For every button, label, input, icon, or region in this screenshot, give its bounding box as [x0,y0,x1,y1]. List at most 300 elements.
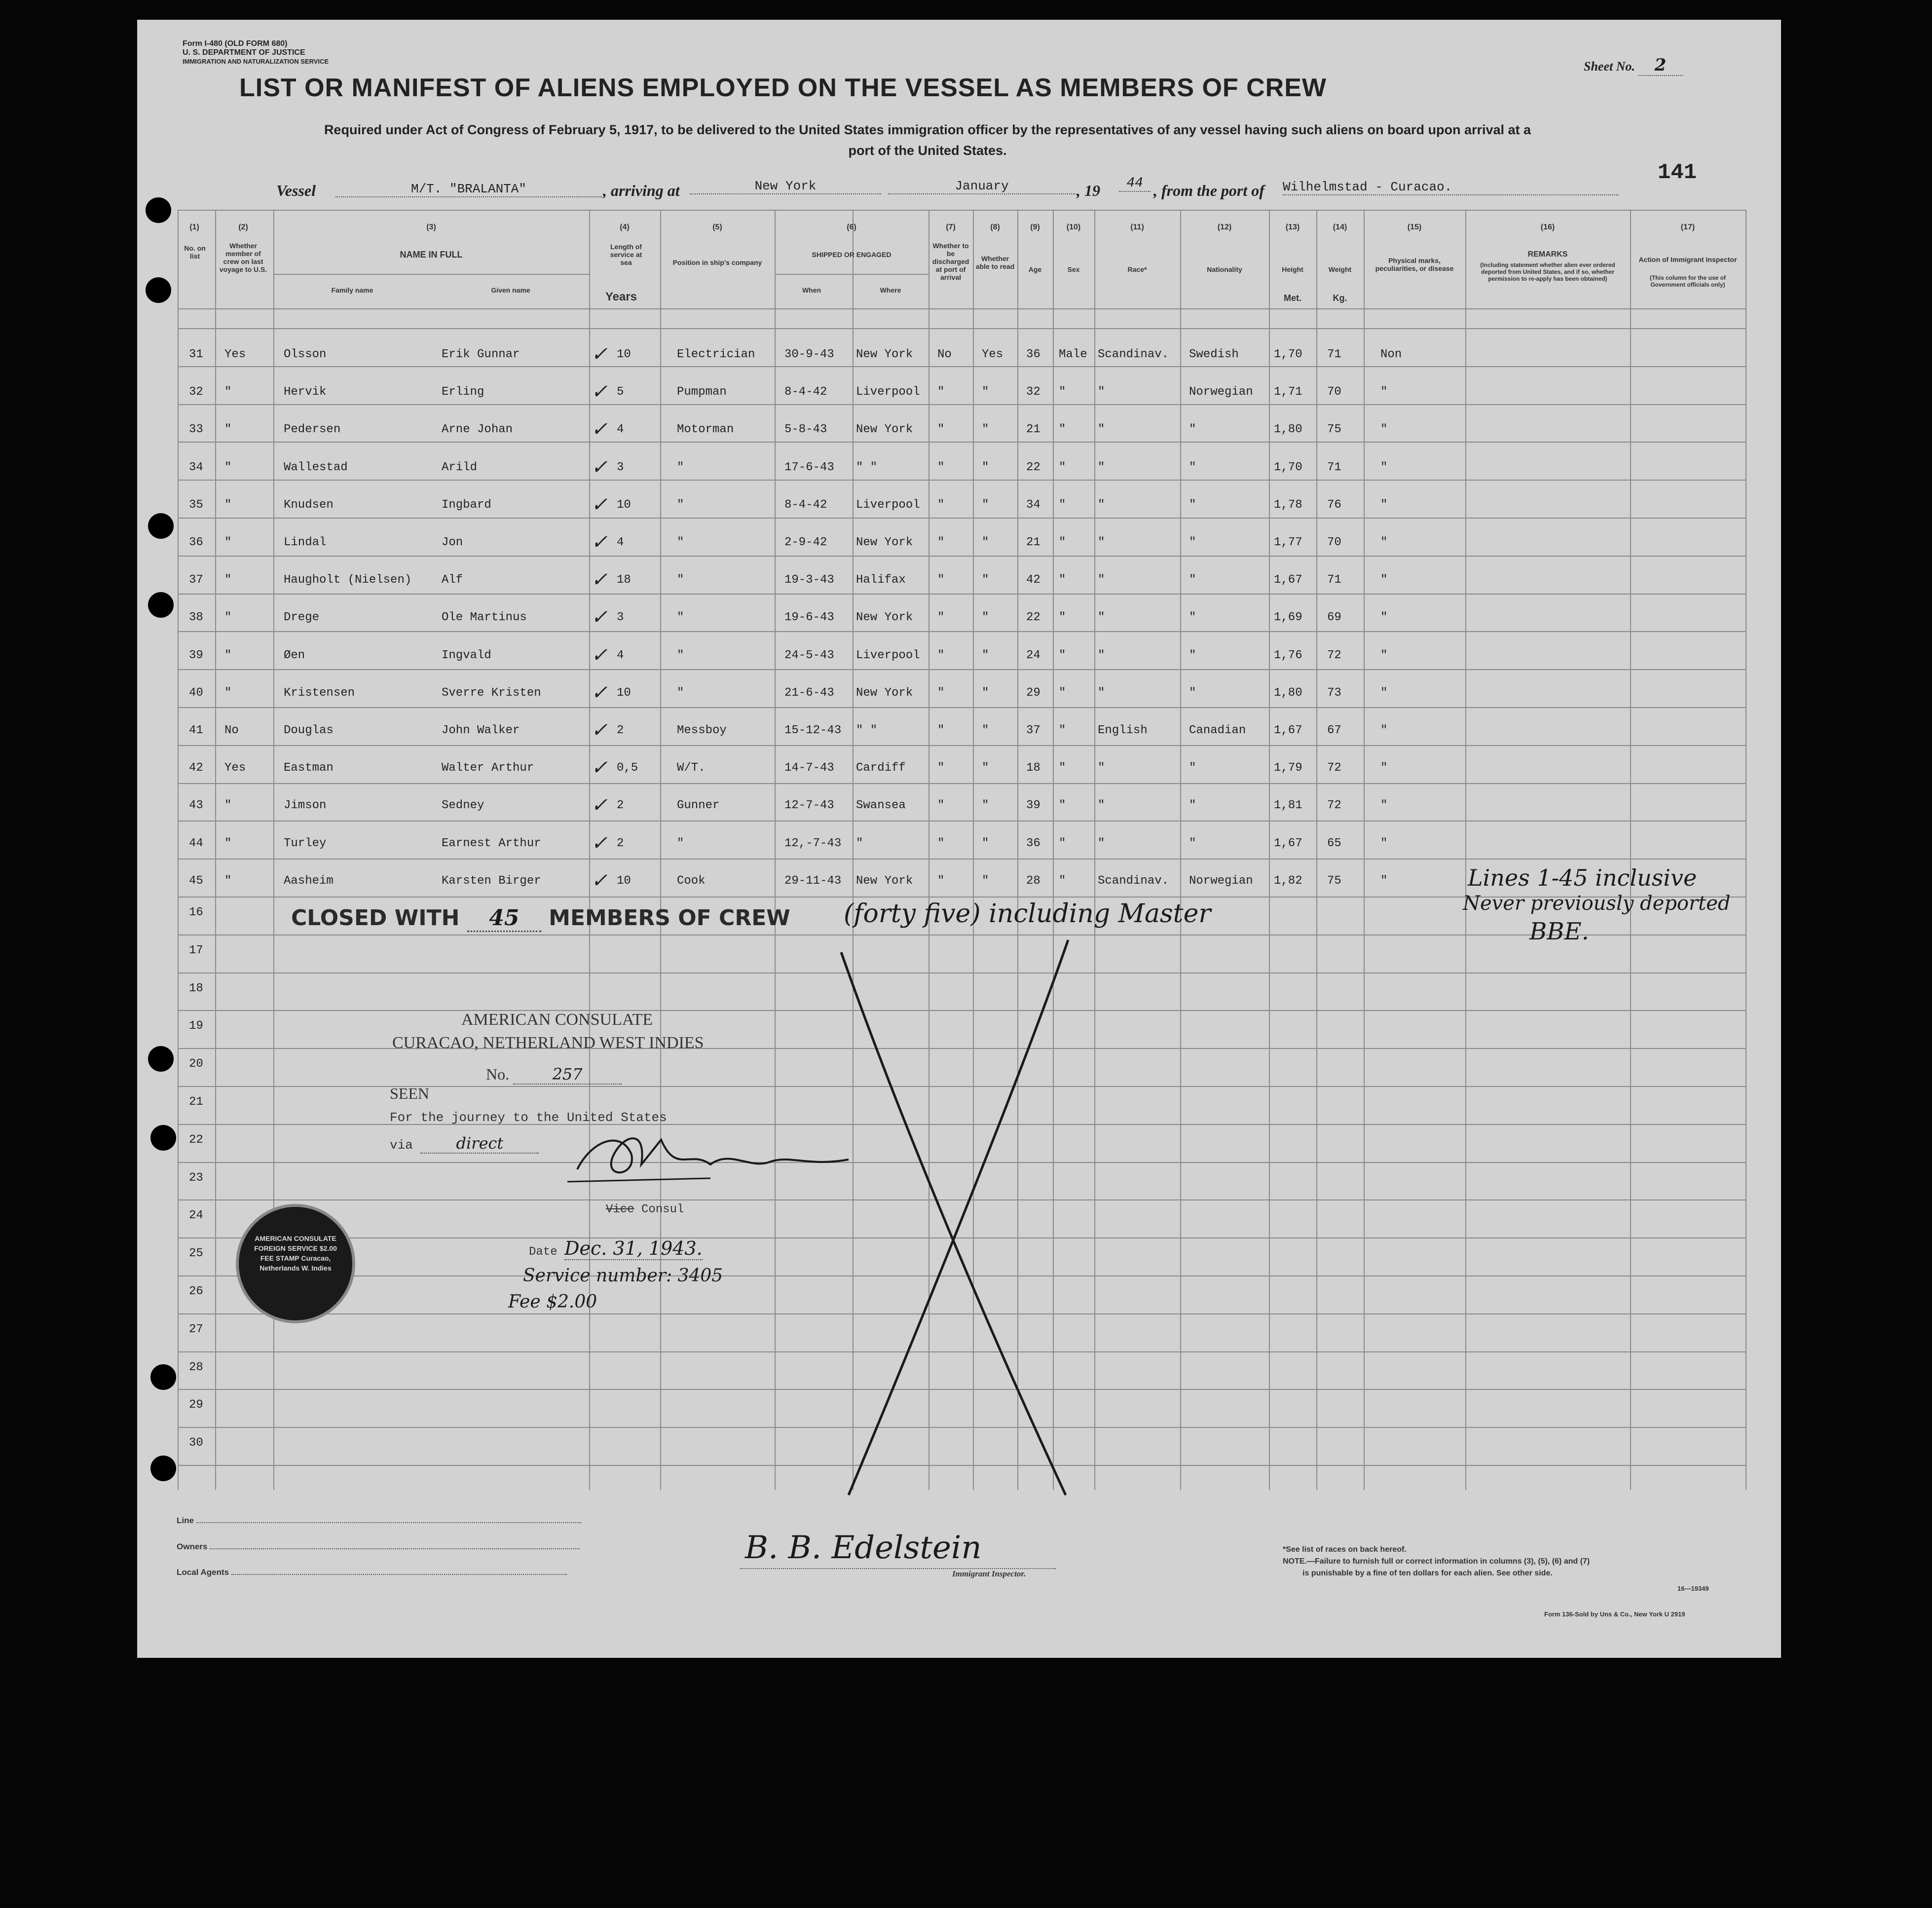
sub-header-family: Family name [331,286,373,294]
able-to-read: " [982,498,989,512]
col-header-name: NAME IN FULL [400,250,463,260]
remarks-initials: BBE. [1529,918,1589,945]
physical-marks: " [1380,761,1388,775]
race: " [1098,761,1105,775]
row-number: 41 [189,724,203,737]
row-number: 33 [189,423,203,437]
age: 28 [1026,874,1040,888]
physical-marks: " [1380,460,1388,474]
row-number: 43 [189,799,203,813]
shipped-where: New York [856,536,913,549]
discharged: " [937,423,945,437]
empty-row-number: 26 [189,1285,203,1298]
position: " [677,460,684,474]
physical-marks: " [1380,536,1388,549]
age: 32 [1026,385,1040,399]
weight: 72 [1327,648,1341,662]
col-header-no: No. on list [184,244,206,260]
row-number: 40 [189,686,203,700]
race: " [1098,648,1105,662]
check-mark-icon: ✓ [591,683,608,706]
form-subtitle-2: port of the United States. [848,143,1007,158]
check-mark-icon: ✓ [591,495,608,518]
sex: " [1059,799,1066,813]
col-header-height: Height [1282,265,1303,273]
race: Scandinav. [1098,348,1169,361]
height: 1,67 [1274,573,1302,587]
height: 1,76 [1274,648,1302,662]
vessel-label: Vessel [276,182,316,199]
height: 1,77 [1274,536,1302,549]
row-number: 34 [189,460,203,474]
race: Scandinav. [1098,874,1169,888]
row-number: 37 [189,573,203,587]
check-mark-icon: ✓ [591,645,608,668]
able-to-read: Yes [982,348,1003,361]
check-mark-icon: ✓ [591,457,608,480]
check-mark-icon: ✓ [591,608,608,631]
shipped-where: Liverpool [856,385,920,399]
family-name: Hervik [284,385,327,399]
service-years: 18 [617,573,631,587]
prev-voyage: Yes [224,348,246,361]
col-header-sex: Sex [1067,265,1080,273]
position: Messboy [677,724,727,737]
family-name: Jimson [284,799,327,813]
given-name: Erling [442,385,484,399]
physical-marks: " [1380,686,1388,700]
date-value: Dec. 31, 1943. [564,1237,703,1259]
given-name: Ingbard [442,498,491,512]
prev-voyage: " [224,611,232,625]
shipped-when: 29-11-43 [784,874,842,888]
empty-row-number: 25 [189,1247,203,1261]
discharged: " [937,536,945,549]
page-number: 141 [1658,160,1697,185]
family-name: Wallestad [284,460,348,474]
race: " [1098,385,1105,399]
races-note: *See list of races on back hereof. [1283,1545,1407,1554]
check-mark-icon: ✓ [591,871,608,894]
race: " [1098,460,1105,474]
age: 36 [1026,836,1040,850]
discharged: " [937,799,945,813]
sex: " [1059,536,1066,549]
row-number: 44 [189,836,203,850]
shipped-when: 19-6-43 [784,611,834,625]
service-years: 0,5 [617,761,638,775]
departure-port: Wilhelmstad - Curacao. [1283,180,1618,195]
given-name: Ingvald [442,648,491,662]
weight: 70 [1327,536,1341,549]
empty-row-number: 27 [189,1322,203,1336]
discharged: " [937,648,945,662]
form-number: Form I-480 (OLD FORM 680) [183,39,288,48]
empty-row-number: 16 [189,906,203,919]
prev-voyage: " [224,573,232,587]
physical-marks: " [1380,423,1388,437]
row-number: 31 [189,348,203,361]
race: " [1098,836,1105,850]
sex: " [1059,686,1066,700]
col-header-race: Race* [1127,265,1147,273]
prev-voyage: " [224,686,232,700]
prev-voyage: " [224,836,232,850]
family-name: Eastman [284,761,334,775]
position: Motorman [677,423,734,437]
page-title: LIST OR MANIFEST OF ALIENS EMPLOYED ON THE VESSEL AS MEMBERS OF CREW [239,74,1327,102]
service-years: 5 [617,385,624,399]
age: 34 [1026,498,1040,512]
age: 39 [1026,799,1040,813]
department-name: U. S. DEPARTMENT OF JUSTICE [183,48,305,57]
discharged: " [937,836,945,850]
date-line [529,1237,703,1259]
shipped-where: New York [856,686,913,700]
race: " [1098,799,1105,813]
service-years: 4 [617,423,624,437]
col-header-inspector: Action of Immigrant Inspector [1638,256,1737,263]
weight: 73 [1327,686,1341,700]
race: " [1098,498,1105,512]
empty-row-number: 30 [189,1436,203,1450]
service-years: 3 [617,611,624,625]
check-mark-icon: ✓ [591,833,608,856]
sub-header-kg: Kg. [1333,293,1347,303]
form-subtitle: Required under Act of Congress of February 5, 1917, to be delivered to the United States immigration officer by the representatives of any vessel having such aliens on board upon arrival at a [324,122,1531,137]
consulate-location: CURACAO, NETHERLAND WEST INDIES [392,1034,704,1052]
consulate-name: AMERICAN CONSULATE [461,1010,653,1029]
height: 1,79 [1274,761,1302,775]
col-header-weight: Weight [1328,265,1352,273]
position: " [677,648,684,662]
owners-field [177,1542,580,1552]
prev-voyage: " [224,460,232,474]
weight: 75 [1327,423,1341,437]
col-header-service: Length of service at sea [610,243,642,266]
physical-marks: Non [1380,348,1402,361]
check-mark-icon: ✓ [591,796,608,819]
shipped-when: 17-6-43 [784,460,834,474]
height: 1,82 [1274,874,1302,888]
shipped-where: " [856,836,863,850]
prev-voyage: No [224,724,239,737]
discharged: " [937,874,945,888]
col-header-position: Position in ship's company [672,259,762,266]
given-name: Sverre Kristen [442,686,541,700]
nationality: " [1189,573,1196,587]
agents-label: Local Agents [177,1568,229,1577]
sheet-value: 2 [1638,55,1683,76]
discharged: " [937,573,945,587]
height: 1,80 [1274,686,1302,700]
nationality: " [1189,761,1196,775]
able-to-read: " [982,799,989,813]
sex: " [1059,874,1066,888]
physical-marks: " [1380,573,1388,587]
col-num: (3) [426,223,436,231]
physical-marks: " [1380,648,1388,662]
given-name: Sedney [442,799,484,813]
inspector-note: (This column for the use of Government officials only) [1649,274,1726,288]
col-header-age: Age [1028,265,1042,273]
shipped-where: Liverpool [856,498,920,512]
nationality: Canadian [1189,724,1246,737]
service-years: 3 [617,460,624,474]
shipped-where: New York [856,611,913,625]
shipped-when: 12-7-43 [784,799,834,813]
family-name: Drege [284,611,320,625]
position: " [677,498,684,512]
position: " [677,686,684,700]
family-name: Pedersen [284,423,341,437]
closing-label: CLOSED WITH [291,905,460,931]
via-line [390,1134,539,1154]
age: 29 [1026,686,1040,700]
inspector-signature: B. B. Edelstein [745,1530,982,1566]
weight: 71 [1327,460,1341,474]
age: 21 [1026,536,1040,549]
height: 1,67 [1274,836,1302,850]
prev-voyage: " [224,423,232,437]
height: 1,80 [1274,423,1302,437]
able-to-read: " [982,460,989,474]
discharged: " [937,686,945,700]
service-years: 10 [617,498,631,512]
nationality: Norwegian [1189,385,1253,399]
nationality: " [1189,799,1196,813]
consul-signature [562,1120,858,1194]
arrival-month: January [888,179,1076,194]
empty-row-number: 20 [189,1057,203,1071]
shipped-when: 14-7-43 [784,761,834,775]
position: " [677,611,684,625]
discharged: " [937,724,945,737]
position: Cook [677,874,706,888]
shipped-when: 8-4-42 [784,385,827,399]
empty-row-number: 17 [189,943,203,957]
row-number: 39 [189,648,203,662]
service-years: 10 [617,686,631,700]
nationality: " [1189,648,1196,662]
col-header-remarks: REMARKS [1527,250,1568,259]
race: " [1098,536,1105,549]
col-num: (2) [238,223,248,231]
number-label: No. [486,1065,510,1083]
position: Electrician [677,348,755,361]
able-to-read: " [982,686,989,700]
check-mark-icon: ✓ [591,570,608,593]
given-name: Jon [442,536,463,549]
shipped-where: New York [856,423,913,437]
weight: 65 [1327,836,1341,850]
nationality: " [1189,686,1196,700]
closing-members-label: MEMBERS OF CREW [549,905,790,931]
sex: " [1059,724,1066,737]
weight: 67 [1327,724,1341,737]
able-to-read: " [982,536,989,549]
age: 36 [1026,348,1040,361]
shipped-where: Halifax [856,573,906,587]
shipped-when: 8-4-42 [784,498,827,512]
given-name: Karsten Birger [442,874,541,888]
row-number: 45 [189,874,203,888]
able-to-read: " [982,423,989,437]
via-value: direct [420,1134,539,1154]
given-name: Earnest Arthur [442,836,541,850]
nationality: " [1189,836,1196,850]
sex: " [1059,385,1066,399]
weight: 72 [1327,761,1341,775]
vessel-name: M/T. "BRALANTA" [335,182,602,197]
printer-credit: Form 136-Sold by Uns & Co., New York U 2919 [1544,1610,1685,1618]
shipped-when: 12,-7-43 [784,836,842,850]
col-num: (16) [1540,223,1555,231]
discharged: No [937,348,952,361]
sex: " [1059,648,1066,662]
col-header-physical: Physical marks, peculiarities, or disease [1375,257,1454,272]
row-number: 38 [189,611,203,625]
prev-voyage: " [224,648,232,662]
empty-row-number: 22 [189,1133,203,1147]
prev-voyage: " [224,799,232,813]
consul-title [606,1203,684,1216]
col-num: (13) [1285,223,1300,231]
row-number: 36 [189,536,203,549]
weight: 71 [1327,573,1341,587]
race: " [1098,686,1105,700]
row-number: 32 [189,385,203,399]
col-header-prev-voyage: Whether member of crew on last voyage to U.S. [219,242,267,273]
line-field [177,1516,581,1526]
given-name: Alf [442,573,463,587]
sub-header-given: Given name [491,286,530,294]
vice-struck: Vice [606,1203,634,1216]
sub-header-where: Where [880,286,901,294]
age: 21 [1026,423,1040,437]
nationality: " [1189,536,1196,549]
service-years: 2 [617,836,624,850]
col-num: (6) [847,223,856,231]
discharged: " [937,498,945,512]
check-mark-icon: ✓ [591,721,608,743]
shipped-when: 5-8-43 [784,423,827,437]
age: 22 [1026,460,1040,474]
sub-header-when: When [802,286,821,294]
empty-row-number: 21 [189,1095,203,1109]
physical-marks: " [1380,498,1388,512]
fee-amount: Fee $2.00 [508,1292,597,1312]
col-num: (12) [1217,223,1232,231]
service-years: 10 [617,348,631,361]
form-code: 16—19349 [1677,1585,1709,1592]
race: " [1098,573,1105,587]
line-label: Line [177,1516,194,1525]
position: " [677,836,684,850]
physical-marks: " [1380,724,1388,737]
service-years: 2 [617,799,624,813]
prev-voyage: " [224,874,232,888]
service-years: 2 [617,724,624,737]
weight: 75 [1327,874,1341,888]
service-number: Service number: 3405 [523,1266,723,1286]
empty-row-number: 19 [189,1019,203,1033]
journey-label: For the journey to the United States [390,1110,667,1125]
shipped-when: 21-6-43 [784,686,834,700]
penalty-note: NOTE.—Failure to furnish full or correct information in columns (3), (5), (6) and (7) [1283,1557,1590,1566]
given-name: John Walker [442,724,520,737]
sex: " [1059,460,1066,474]
given-name: Arild [442,460,478,474]
nationality: Swedish [1189,348,1239,361]
remarks-handwritten-2: Never previously deported [1463,892,1731,915]
col-num: (4) [620,223,630,231]
check-mark-icon: ✓ [591,420,608,443]
sex: " [1059,611,1066,625]
family-name: Aasheim [284,874,334,888]
height: 1,81 [1274,799,1302,813]
service-years: 10 [617,874,631,888]
sex: " [1059,573,1066,587]
age: 18 [1026,761,1040,775]
height: 1,69 [1274,611,1302,625]
sheet-label: Sheet No. [1584,59,1635,74]
family-name: Douglas [284,724,334,737]
remarks-note: (Including statement whether alien ever ordered deported from United States, and if so, whether permission to re-apply has been obtained) [1480,262,1615,282]
col-num: (7) [946,223,956,231]
empty-row-number: 29 [189,1398,203,1412]
arriving-label: , arriving at [603,182,680,199]
shipped-where: Liverpool [856,648,920,662]
sex: Male [1059,348,1087,361]
agents-field [177,1568,567,1577]
weight: 70 [1327,385,1341,399]
age: 24 [1026,648,1040,662]
height: 1,67 [1274,724,1302,737]
race: " [1098,423,1105,437]
col-num: (8) [990,223,1000,231]
empty-row-number: 28 [189,1360,203,1374]
col-num: (5) [712,223,722,231]
weight: 72 [1327,799,1341,813]
age: 42 [1026,573,1040,587]
able-to-read: " [982,573,989,587]
race: " [1098,611,1105,625]
sex: " [1059,423,1066,437]
sub-header-met: Met. [1284,293,1301,303]
position: " [677,573,684,587]
check-mark-icon: ✓ [591,382,608,405]
col-header-read: Whether able to read [975,255,1015,270]
empty-row-number: 23 [189,1171,203,1185]
position: W/T. [677,761,706,775]
prev-voyage: " [224,385,232,399]
col-num: (14) [1333,223,1347,231]
col-num: (1) [189,223,199,231]
penalty-note-2: is punishable by a fine of ten dollars for each alien. See other side. [1302,1569,1553,1577]
able-to-read: " [982,836,989,850]
height: 1,78 [1274,498,1302,512]
prev-voyage: " [224,536,232,549]
age: 37 [1026,724,1040,737]
closing-handwritten: (forty five) including Master [844,899,1211,929]
given-name: Ole Martinus [442,611,527,625]
service-years: 4 [617,536,624,549]
able-to-read: " [982,648,989,662]
position: " [677,536,684,549]
shipped-when: 30-9-43 [784,348,834,361]
consulate-number [486,1065,622,1085]
